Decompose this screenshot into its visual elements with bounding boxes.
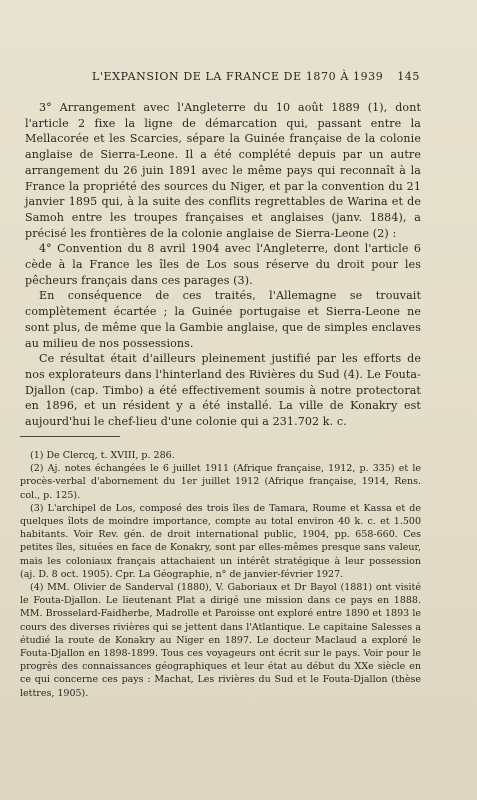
paragraph: Ce résultat était d'ailleurs pleinement justifié par les efforts de nos explorateurs dans l'hinterland des Rivières du Sud (4). Le Fouta-Djallon (cap. Timbo) a été effectivement soumis à notre protectorat en 1896, et un résident y a été installé. La ville de Konakry est aujourd'hui le chef-lieu d'une colonie qui a 231.702 k. c. xyxy=(25,352,421,429)
footnote: (1) De Clercq, t. XVIII, p. 286. xyxy=(30,450,175,461)
footnote: (3) L'archipel de Los, composé des trois îles de Tamara, Roume et Kassa et de quelques îlots de moindre importance, compte au total environ 40 k. c. et 1.500 habitants. Voir Rev. gén. de droit international public, 1904, pp. 658-660. Ces petites îles, situées en face de Konakry, sont par elles-mêmes presque sans valeur, mais les coloniaux français attachaient un intérêt stratégique à leur possession (aj. D. 8 oct. 1905). Cpr. La Géographie, n° de janvier-février 1927. xyxy=(20,502,421,580)
paragraph: En conséquence de ces traités, l'Allemagne se trouvait complètement écartée ; la Guinée portugaise et Sierra-Leone ne sont plus, de même que la Gambie anglaise, que de simples enclaves au milieu de nos possessions. xyxy=(25,289,421,350)
footnote: (4) MM. Olivier de Sanderval (1880), V. Gaboriaux et Dr Bayol (1881) ont visité le Fouta-Djallon. Le lieutenant Plat a dirigé une mission dans ce pays en 1888. MM. Brosselard-Faidherbe, Madrolle et Paroisse ont exploré entre 1890 et 1893 le cours des diverses rivières qui se jettent dans l'Atlantique. Le capitaine Salesses a étudié la route de Konakry au Niger en 1897. Le docteur Maclaud a exploré le Fouta-Djallon en 1898-1899. Tous ces voyageurs ont écrit sur le pays. Voir pour le progrès des connaissances géographiques et leur état au début du XXe siècle en ce qui concerne ces pays : Machat, Les rivières du Sud et le Fouta-Djallon (thèse lettres, 1905). xyxy=(20,582,421,699)
footnote-divider xyxy=(20,436,120,437)
footnote: (2) Aj. notes échangées le 6 juillet 1911 (Afrique française, 1912, p. 335) et le procès-verbal d'abornement du 1er juillet 1912 (Afrique française, 1914, Rens. col., p. 125). xyxy=(20,463,421,501)
paragraph: 4° Convention du 8 avril 1904 avec l'Angleterre, dont l'article 6 cède à la France les îles de Los sous réserve du droit pour les pêcheurs français dans ces parages (3). xyxy=(25,242,421,287)
paragraph: 3° Arrangement avec l'Angleterre du 10 août 1889 (1), dont l'article 2 fixe la ligne de démarcation qui, passant entre la Mellacorée et les Scarcies, sépare la Guinée française de la colonie anglaise de Sierra-Leone. Il a été complété depuis par un autre arrangement du 26 juin 1891 avec le même pays qui reconnaît à la France la propriété des sources du Niger, et par la convention du 21 janvier 1895 qui, à la suite des conflits regrettables de Warina et de Samoh entre les troupes françaises et anglaises (janv. 1884), a précisé les frontières de la colonie anglaise de Sierra-Leone (2) : xyxy=(25,101,421,240)
header-title: L'EXPANSION DE LA FRANCE DE 1870 À 1939 xyxy=(92,70,384,83)
main-text xyxy=(25,100,421,430)
page-number: 145 xyxy=(397,70,420,83)
footnotes xyxy=(20,449,421,700)
